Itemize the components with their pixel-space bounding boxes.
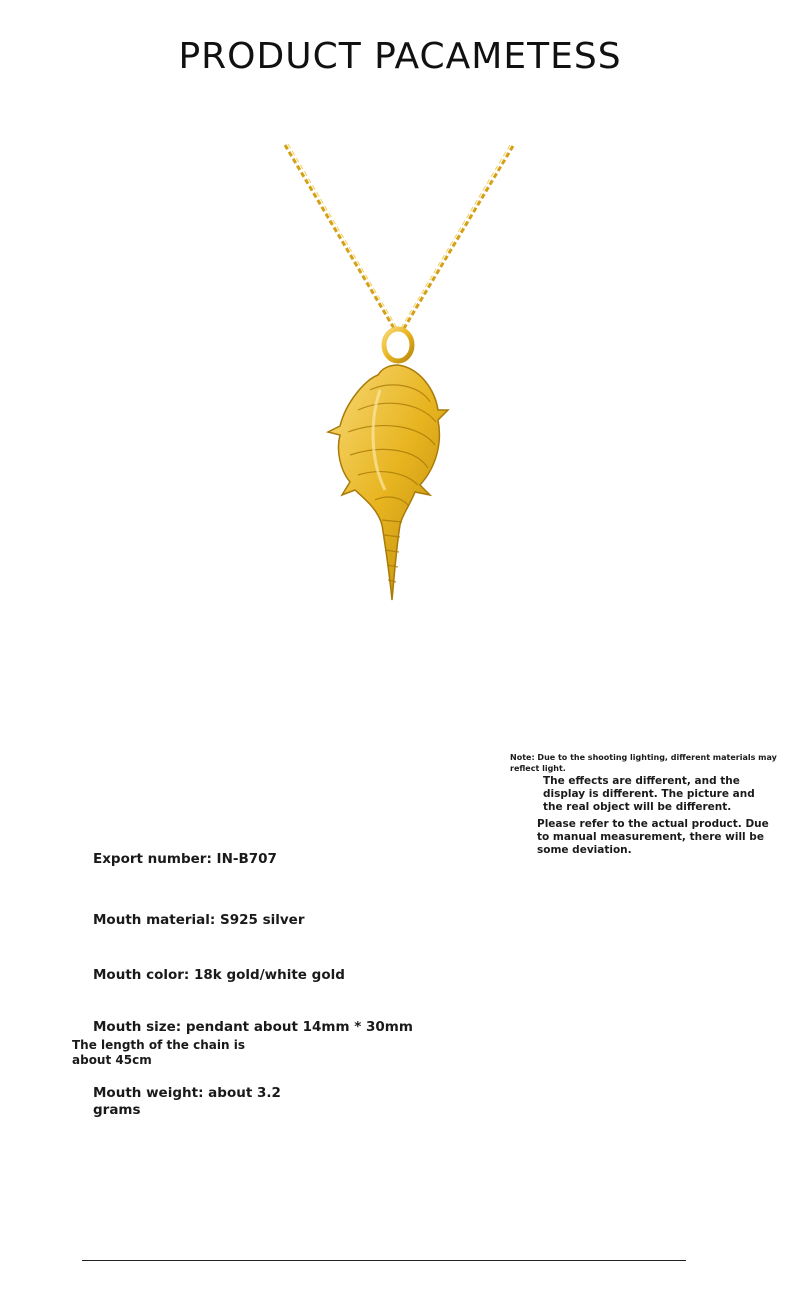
chain-length-spec: The length of the chain is about 45cm (72, 1038, 245, 1067)
chain-left (285, 144, 397, 330)
material-spec: Mouth material: S925 silver (93, 912, 305, 928)
export-number-spec: Export number: IN-B707 (93, 851, 277, 867)
bottom-divider (82, 1260, 686, 1261)
size-spec: Mouth size: pendant about 14mm * 30mm (93, 1019, 413, 1035)
bail-ring (384, 329, 412, 361)
color-spec: Mouth color: 18k gold/white gold (93, 967, 345, 983)
shell-pendant-necklace-image (270, 140, 530, 640)
shooting-lighting-note: Note: Due to the shooting lighting, different materials may reflect light. (510, 753, 777, 773)
display-difference-note: The effects are different, and the display is different. The picture and the real object will be different. (543, 775, 755, 813)
conch-shell-pendant (328, 365, 448, 600)
measurement-deviation-note: Please refer to the actual product. Due to manual measurement, there will be some deviation. (537, 818, 769, 856)
weight-spec: Mouth weight: about 3.2 grams (93, 1085, 281, 1118)
page-title: PRODUCT PACAMETESS (178, 36, 622, 77)
chain-right (401, 145, 513, 330)
